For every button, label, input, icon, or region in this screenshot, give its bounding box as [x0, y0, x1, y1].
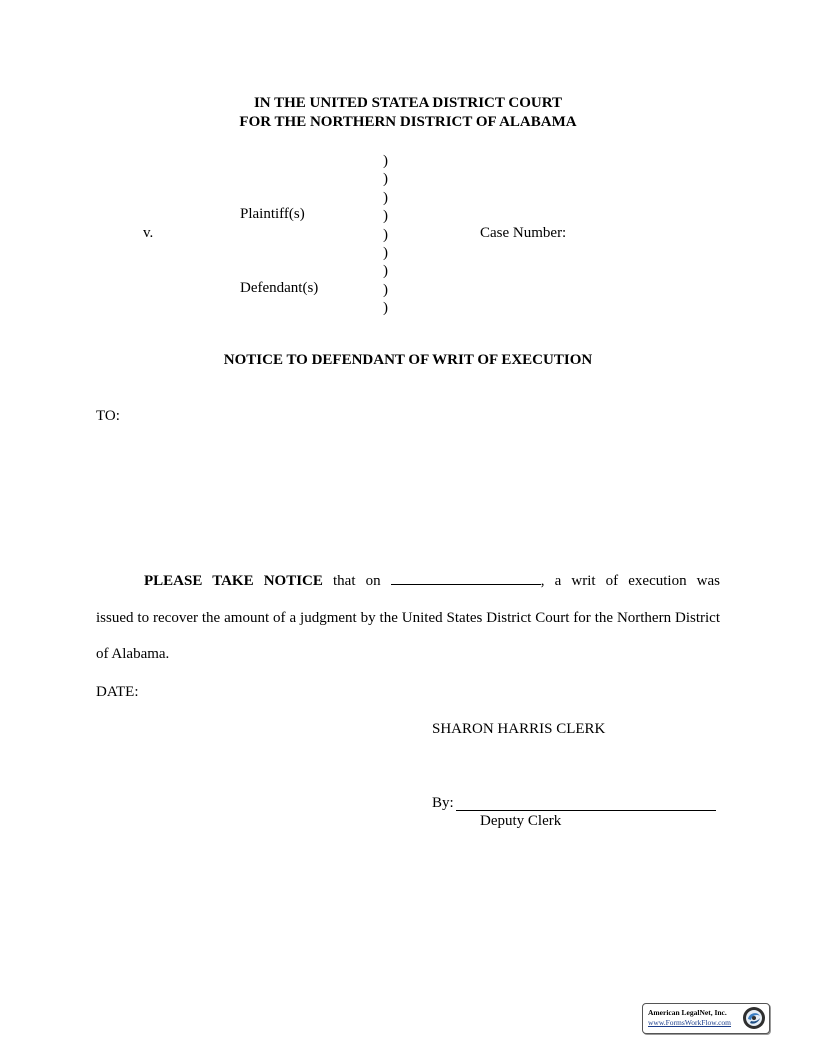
date-label: DATE:	[96, 684, 139, 700]
globe-swirl-icon	[742, 1006, 766, 1030]
document-title: NOTICE TO DEFENDANT OF WRIT OF EXECUTION	[223, 352, 593, 368]
please-take-notice: PLEASE TAKE NOTICE	[144, 573, 323, 589]
notice-text-rest: issued to recover the amount of a judgment by the United States District Court for the Northern District of Alabama.	[96, 609, 720, 662]
caption-paren: )	[383, 153, 388, 169]
caption-paren: )	[383, 245, 388, 262]
date-blank-field[interactable]	[391, 570, 541, 585]
notice-first-line	[96, 563, 720, 600]
defendant-label: Defendant(s)	[240, 280, 319, 296]
notice-text-before-blank: that on	[333, 573, 381, 589]
caption-paren: )	[383, 281, 388, 298]
logo-company-name: American LegalNet, Inc.	[648, 1008, 727, 1017]
caption-paren: )	[383, 208, 388, 225]
caption-paren: )	[383, 189, 388, 206]
signature-line[interactable]	[456, 810, 716, 811]
to-label: TO:	[96, 408, 120, 424]
clerk-name: SHARON HARRIS CLERK	[432, 721, 606, 737]
plaintiff-label: Plaintiff(s)	[240, 206, 305, 222]
caption-paren: )	[383, 171, 388, 188]
caption-paren: )	[383, 300, 388, 317]
court-name-line1: IN THE UNITED STATEA DISTRICT COURT	[253, 95, 563, 111]
notice-text-after-blank: , a writ of execution was	[540, 573, 721, 589]
notice-paragraph	[96, 563, 720, 673]
court-name-line2: FOR THE NORTHERN DISTRICT OF ALABAMA	[239, 114, 577, 130]
case-number-label: Case Number:	[480, 225, 567, 241]
deputy-clerk-label: Deputy Clerk	[480, 813, 562, 829]
logo-website-link[interactable]: www.FormsWorkFlow.com	[648, 1018, 732, 1027]
caption-paren: )	[383, 226, 388, 243]
caption-parentheses	[383, 152, 388, 318]
footer-logo[interactable]	[642, 1003, 770, 1034]
versus-label: v.	[143, 225, 154, 241]
by-label: By:	[432, 795, 454, 811]
caption-paren: )	[383, 263, 388, 280]
